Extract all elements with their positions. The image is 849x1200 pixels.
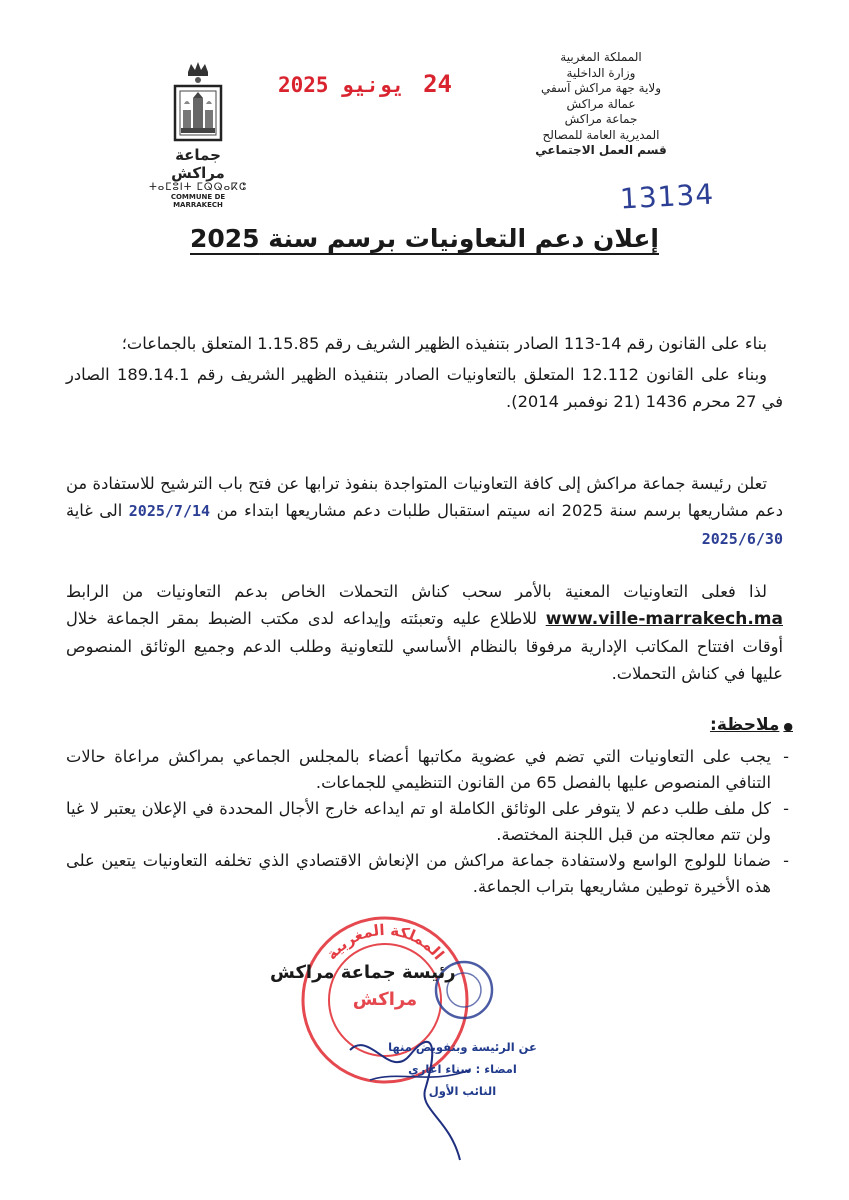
note-item: - يجب على التعاونيات التي تضم في عضوية مكاتبها أعضاء بالمجلس الجماعي بمراكش مراعاة حالات التنافي المنصوص عليها بالفصل 65 من القانون التنظيمي للجماعات. — [66, 744, 793, 796]
legal-basis-paragraph-1: بناء على القانون رقم 14-113 الصادر بتنفيذه الظهير الشريف رقم 1.15.85 المتعلق بالجماعات؛ — [121, 334, 767, 353]
handwritten-reference-number: 13134 — [619, 177, 715, 216]
department-name: قسم العمل الاجتماعي — [535, 143, 667, 157]
admin-line: المملكة المغربية — [560, 50, 642, 64]
date-year: 2025 — [278, 73, 329, 97]
date-stamp — [278, 70, 452, 98]
note-item: - ضمانا للولوج الواسع ولاستفادة جماعة مراكش من الإنعاش الاقتصادي الذي تخلفه التعاونيات يتعين على هذه الأخيرة توطين مشاريعها بتراب الجماعة. — [66, 848, 793, 900]
date-month: يونيو — [341, 73, 405, 97]
delegation-line: النائب الأول — [428, 1084, 497, 1098]
crown-crest-icon — [171, 58, 225, 144]
announcement-paragraph — [66, 470, 783, 557]
admin-line: ولاية جهة مراكش آسفي — [540, 81, 662, 95]
note-item: - كل ملف طلب دعم لا يتوفر على الوثائق الكاملة او تم ايداعه خارج الأجال المحددة في الإعلان يعتبر لا غيا ولن تتم معالجته من قبل اللجنة المختصة. — [66, 796, 793, 848]
title-text: إعلان دعم التعاونيات برسم سنة 2025 — [190, 224, 659, 253]
date-day: 24 — [423, 70, 453, 98]
seal-ring-text: المملكة المغربية — [322, 920, 448, 964]
administrative-header — [471, 50, 731, 159]
website-link[interactable]: www.ville-marrakech.ma — [545, 609, 783, 629]
notes-list — [66, 744, 793, 900]
handwritten-signature — [330, 1010, 500, 1170]
legal-basis-paragraph-2: وبناء على القانون 12.112 المتعلق بالتعاونيات الصادر بتنفيذه الظهير الشريف رقم 189.14.1 الصادر في 27 محرم 1436 (21 نوفمبر 2014). — [66, 365, 783, 411]
notes-heading: ● ملاحظة: — [66, 712, 793, 740]
logo-tifinagh-name: ⵜⴰⵎⵓⵏⵜ ⵎⵕⵕⴰⴽⵛ — [149, 182, 247, 193]
notes-section — [66, 712, 793, 900]
logo-arabic-name: جماعة مراكش — [171, 146, 225, 182]
announcement-text — [66, 470, 783, 553]
svg-text:المملكة المغربية — [323, 921, 448, 963]
delegation-line: امضاء : سناء اغاري — [408, 1062, 517, 1076]
admin-line: جماعة مراكش — [564, 112, 638, 126]
admin-line: المديرية العامة للمصالح — [542, 127, 660, 142]
instructions-text — [66, 578, 783, 687]
admin-line: عمالة مراكش — [566, 96, 636, 111]
start-date-handwritten: 2025/7/14 — [128, 502, 211, 520]
instructions-end: للاطلاع عليه وتعبئته وإيداعه لدى مكتب الضبط بمقر الجماعة خلال أوقات افتتاح المكاتب الإدارية مرفوقا بالنظام الأساسي للتعاونية وطلب الدعم وجميع الوثائق المنصوص عليها في كناش التحملات. — [66, 609, 783, 683]
seal-center-text: مراكش — [352, 989, 418, 1010]
announcement-title — [0, 224, 849, 253]
commune-logo — [148, 58, 248, 209]
legal-basis — [66, 330, 783, 419]
until-label: الى غاية — [66, 501, 123, 520]
logo-french-name: COMMUNE DE MARRAKECH — [170, 193, 226, 209]
signatory-title: رئيسة جماعة مراكش — [270, 962, 456, 983]
instructions-paragraph — [66, 578, 783, 691]
admin-line: وزارة الداخلية — [566, 65, 636, 80]
instructions-start: لذا فعلى التعاونيات المعنية بالأمر سحب كناش التحملات الخاص بدعم التعاونيات من الرابط — [66, 582, 767, 601]
announcement-body: تعلن رئيسة جماعة مراكش إلى كافة التعاونيات المتواجدة بنفوذ ترابها عن فتح باب الترشيح للاستفادة من دعم مشاريعها برسم سنة 2025 انه سيتم استقبال طلبات دعم مشاريعها ابتداء من — [66, 474, 783, 520]
delegation-line: عن الرئيسة وبتفويض منها — [388, 1040, 537, 1054]
end-date-handwritten: 2025/6/30 — [701, 530, 783, 548]
